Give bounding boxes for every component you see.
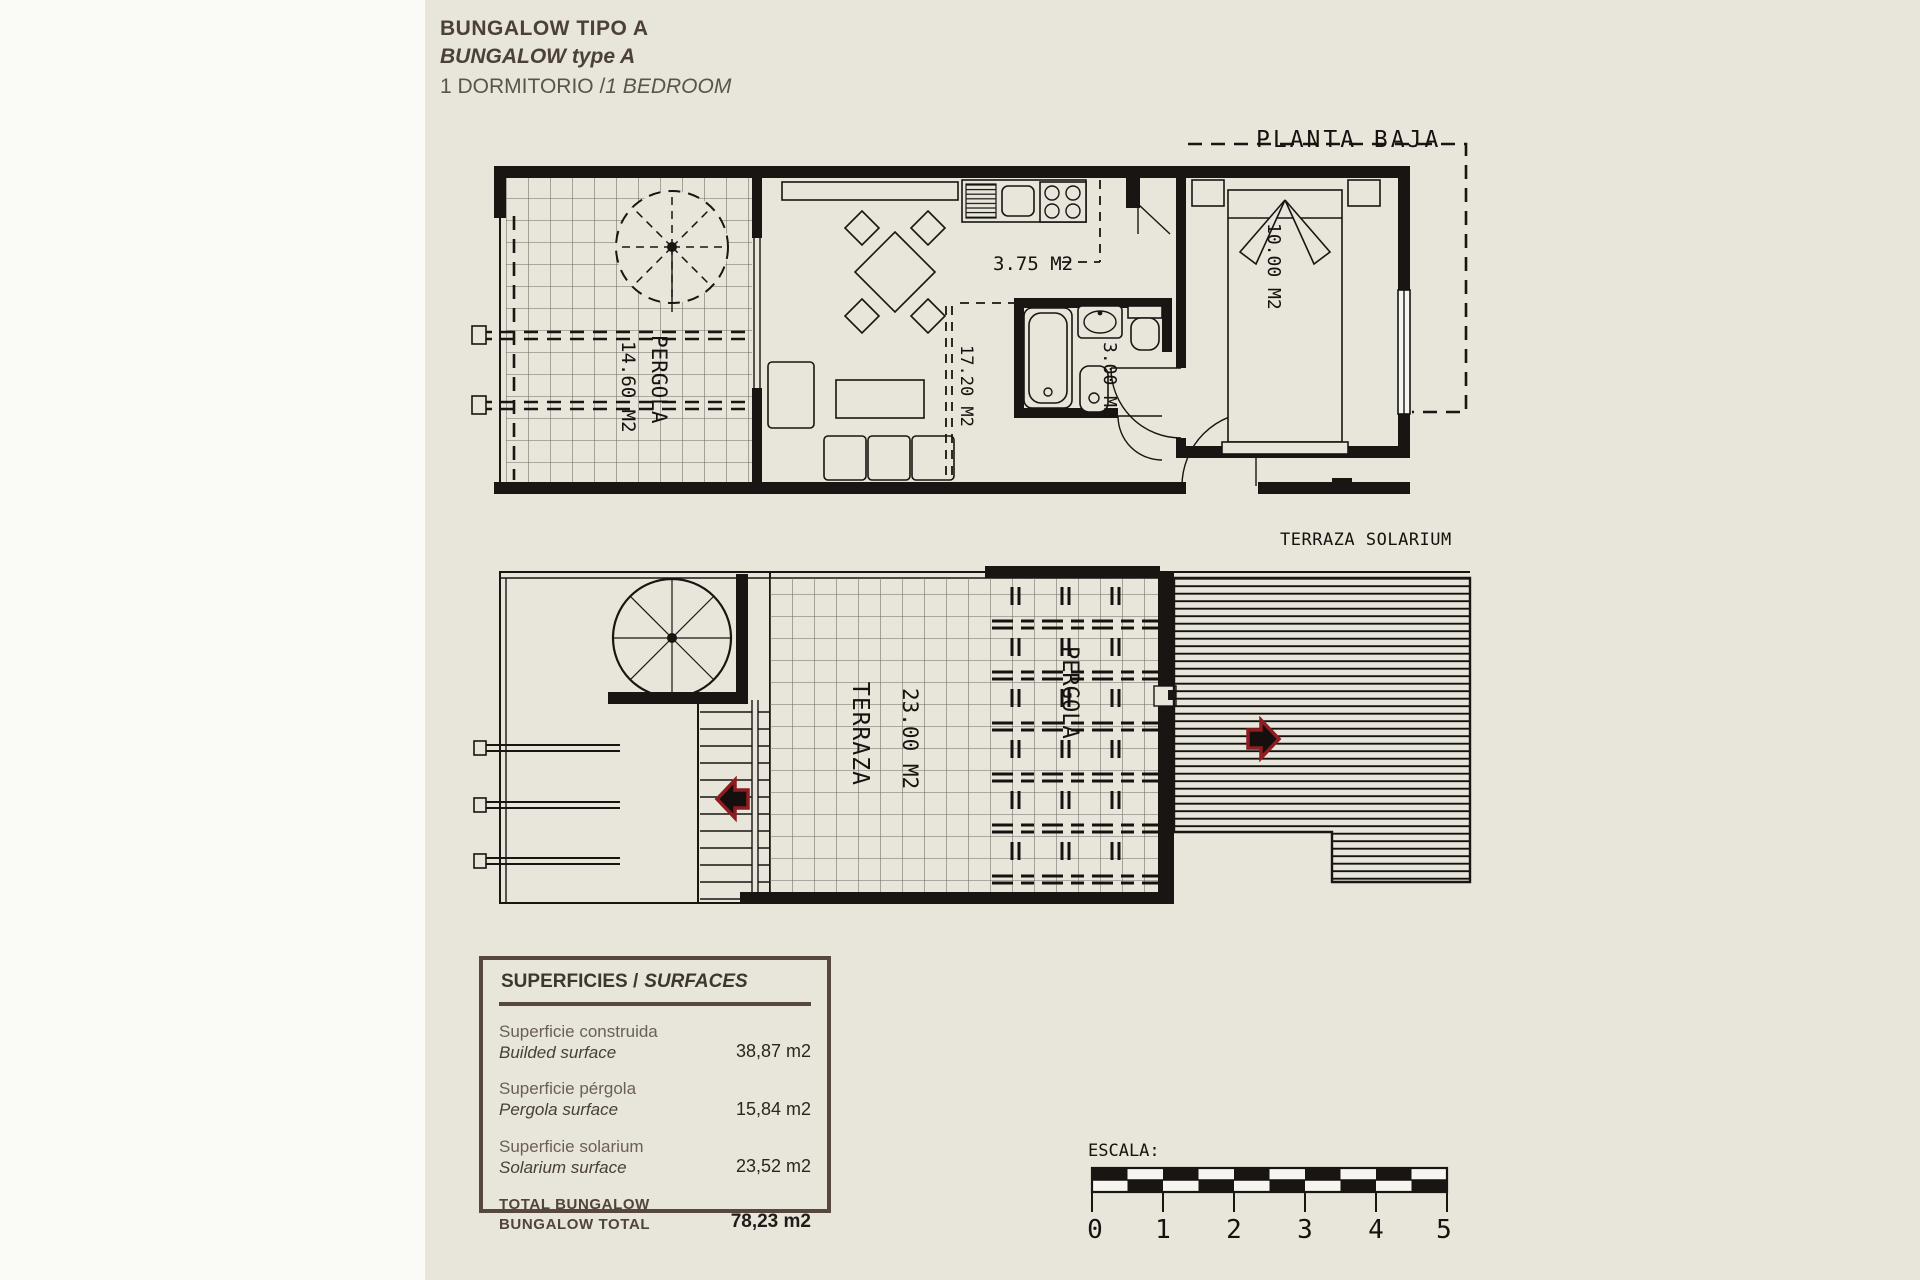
terrace-rails [484, 745, 620, 864]
spiral-stair-upper-icon [608, 574, 748, 704]
room-label-bedroom-area: 10.00 M2 [1263, 223, 1284, 310]
hob-icon [1040, 182, 1086, 222]
row-label-es: Superficie construida [499, 1022, 658, 1041]
washbasin-icon [1078, 306, 1122, 338]
scale-number-0: 0 [1087, 1215, 1103, 1245]
row-label-en: Builded surface [499, 1042, 617, 1062]
table-row [499, 1079, 811, 1120]
bidet-icon [1128, 306, 1162, 350]
bedroom-door-arc [1111, 368, 1181, 438]
surfaces-title-es: SUPERFICIES / [501, 971, 639, 992]
room-label-living-area: 17.20 M2 [956, 345, 976, 427]
row-value: 38,87 m2 [735, 1041, 811, 1062]
kitchen-counter-icon [962, 180, 1100, 262]
scale-bar [1087, 1141, 1452, 1245]
row-value: 15,84 m2 [735, 1098, 811, 1119]
room-label-terraza-name: TERRAZA [847, 682, 873, 786]
kitchen-door-leaf [1138, 204, 1170, 234]
scale-ticks [1092, 1192, 1447, 1212]
row-label-en: Pergola surface [499, 1100, 619, 1120]
scale-number-3: 3 [1297, 1215, 1313, 1245]
pergola-post [472, 396, 486, 414]
room-label-bath-area: 3.00 M2 [1099, 342, 1120, 418]
bathroom-fixtures [1024, 306, 1162, 412]
pergola-post [472, 326, 486, 344]
room-label-kitchen-area: 3.75 M2 [993, 253, 1074, 275]
surfaces-table [479, 956, 831, 1233]
sofa-icon [824, 436, 954, 480]
scale-number-5: 5 [1436, 1215, 1452, 1245]
table-total-row [499, 1195, 811, 1234]
terrace-middle-zone [740, 566, 1176, 904]
sideboard-icon [782, 182, 958, 200]
total-label-en: BUNGALOW TOTAL [499, 1215, 651, 1233]
bathtub-icon [1024, 308, 1072, 408]
title-line-3 [440, 76, 731, 97]
access-arrow-left-icon [717, 780, 748, 818]
title-line-2: BUNGALOW type A [440, 45, 636, 68]
title-line-3-es: 1 DORMITORIO / [440, 75, 606, 98]
room-label-pergola-area: 14.60 M2 [617, 341, 639, 433]
bedroom-window [1398, 290, 1410, 414]
dining-table-icon [845, 211, 945, 333]
solarium-decking [1174, 578, 1470, 882]
title-block [440, 18, 731, 97]
room-label-roof-pergola-name: PERGOLA [1057, 646, 1082, 739]
bedroom-furniture [1192, 180, 1380, 454]
total-label-es: TOTAL BUNGALOW [499, 1196, 650, 1214]
surfaces-title-en: SURFACES [644, 971, 748, 992]
row-label-es: Superficie solarium [499, 1136, 644, 1156]
title-line-1: BUNGALOW TIPO A [440, 17, 649, 40]
row-value: 23,52 m2 [735, 1156, 811, 1177]
plan-title-terraza-solarium: TERRAZA SOLARIUM [1280, 530, 1452, 550]
row-label-en: Solarium surface [499, 1157, 627, 1177]
room-label-terraza-area: 23.00 M2 [898, 688, 922, 790]
table-row [499, 1022, 811, 1063]
room-label-pergola-name: PERGOLA [647, 335, 671, 424]
porch-post [1332, 478, 1352, 494]
draining-board-icon [966, 184, 996, 218]
plan-title-planta-baja: PLANTA BAJA [1256, 127, 1442, 153]
table-row [499, 1137, 811, 1178]
scale-number-4: 4 [1368, 1215, 1384, 1245]
bed-icon [1222, 190, 1348, 454]
title-line-3-en: 1 BEDROOM [605, 75, 732, 98]
armchair-icon [768, 362, 814, 428]
scale-numbers [1087, 1215, 1452, 1245]
bath-door-arc [1118, 416, 1162, 460]
living-room-furniture [768, 182, 1014, 480]
roof-terrace-plan [474, 530, 1470, 904]
row-label-es: Superficie pérgola [499, 1079, 637, 1099]
scale-number-1: 1 [1155, 1215, 1171, 1245]
ground-floor-plan [472, 127, 1466, 494]
nightstand-icon [1348, 180, 1380, 206]
nightstand-icon [1192, 180, 1224, 206]
kitchen-sink-icon [1002, 186, 1034, 216]
surfaces-table-header [499, 966, 811, 1006]
scale-number-2: 2 [1226, 1215, 1242, 1245]
coffee-table-icon [836, 380, 924, 418]
total-value: 78,23 m2 [730, 1211, 811, 1233]
scale-label: ESCALA: [1088, 1141, 1160, 1161]
